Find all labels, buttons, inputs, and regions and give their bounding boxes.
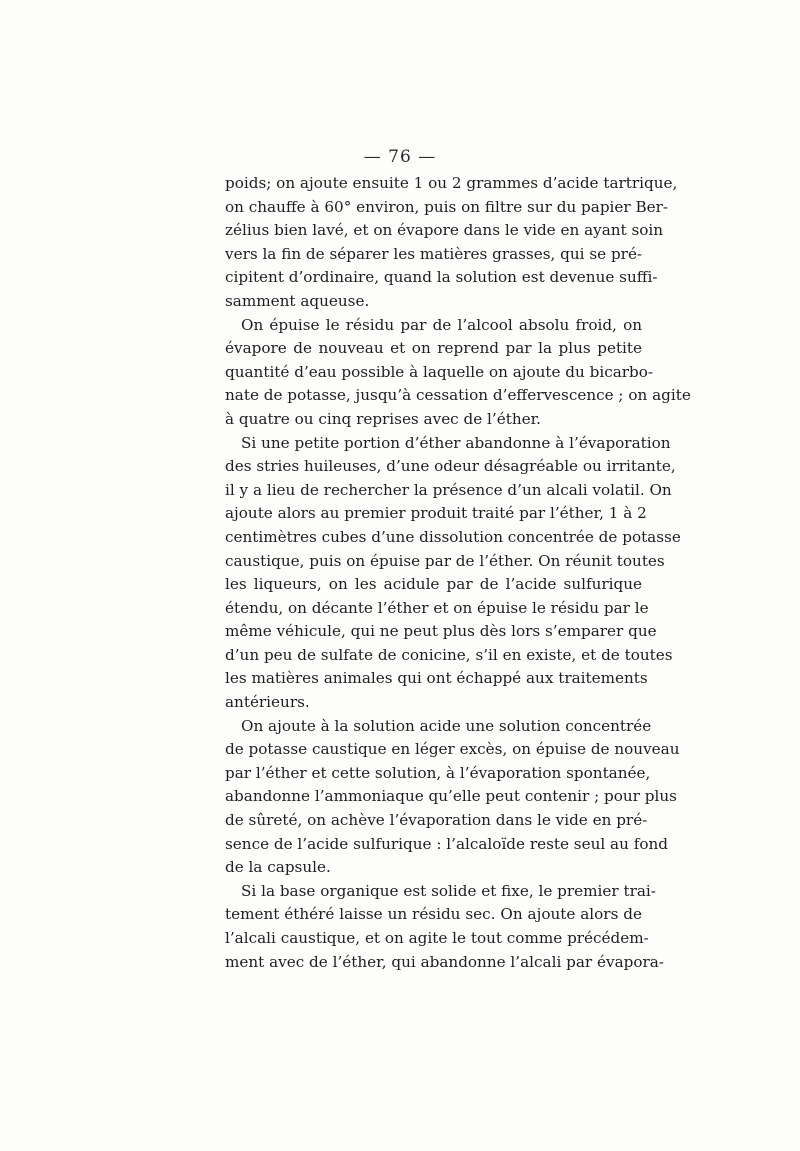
text-line: ajoute alors au premier produit traité par l’éther, 1 à 2 [225, 504, 647, 523]
text-line: de sûreté, on achève l’évaporation dans le vide en pré- [225, 811, 648, 830]
text-line: zélius bien lavé, et on évapore dans le vide en ayant soin [225, 221, 664, 240]
text-line: les matières animales qui ont échappé aux traitements [225, 669, 648, 688]
text-line: Si une petite portion d’éther abandonne à l’évaporation [241, 433, 671, 452]
text-line: de potasse caustique en léger excès, on épuise de nouveau [225, 740, 680, 759]
text-line: les liqueurs, on les acidule par de l’acide sulfurique [225, 575, 642, 594]
text-line: par l’éther et cette solution, à l’évaporation spontanée, [225, 763, 651, 782]
text-line: quantité d’eau possible à laquelle on ajoute du bicarbo- [225, 362, 654, 381]
text-line: poids; on ajoute ensuite 1 ou 2 grammes d’acide tartrique, [225, 174, 678, 192]
text-line: on chauffe à 60° environ, puis on filtre sur du papier Ber- [225, 197, 669, 216]
text-line: On ajoute à la solution acide une solution concentrée [241, 716, 652, 735]
text-line: ment avec de l’éther, qui abandonne l’alcali par évapora- [225, 952, 664, 971]
text-line: il y a lieu de rechercher la présence d’un alcali volatil. On [225, 480, 672, 499]
body-text [225, 172, 691, 974]
text-line: de la capsule. [225, 858, 331, 877]
text-line: même véhicule, qui ne peut plus dès lors s’emparer que [225, 622, 657, 641]
text-line: caustique, puis on épuise par de l’éther. On réunit toutes [225, 551, 665, 570]
text-line: abandonne l’ammoniaque qu’elle peut contenir ; pour plus [225, 787, 677, 806]
text-line: sence de l’acide sulfurique : l’alcaloïde reste seul au fond [225, 834, 668, 853]
text-line: à quatre ou cinq reprises avec de l’éther. [225, 409, 542, 428]
text-line: vers la fin de séparer les matières grasses, qui se pré- [225, 244, 643, 263]
text-line: antérieurs. [225, 693, 310, 712]
text-line: étendu, on décante l’éther et on épuise le résidu par le [225, 598, 649, 617]
text-line: d’un peu de sulfate de conicine, s’il en existe, et de toutes [225, 645, 673, 664]
text-line: évapore de nouveau et on reprend par la plus petite [225, 339, 642, 358]
text-line: samment aqueuse. [225, 291, 370, 310]
page-number: — 76 — [363, 147, 437, 167]
text-line: centimètres cubes d’une dissolution concentrée de potasse [225, 527, 681, 546]
text-line: On épuise le résidu par de l’alcool absolu froid, on [241, 315, 642, 334]
text-line: l’alcali caustique, et on agite le tout comme précédem- [225, 929, 649, 947]
text-line: tement éthéré laisse un résidu sec. On ajoute alors de [225, 905, 642, 924]
text-line: nate de potasse, jusqu’à cessation d’effervescence ; on agite [225, 386, 691, 405]
text-line: Si la base organique est solide et fixe, le premier trai- [241, 881, 656, 900]
text-line: cipitent d’ordinaire, quand la solution est devenue suffi- [225, 268, 658, 287]
text-line: des stries huileuses, d’une odeur désagréable ou irritante, [225, 457, 676, 476]
